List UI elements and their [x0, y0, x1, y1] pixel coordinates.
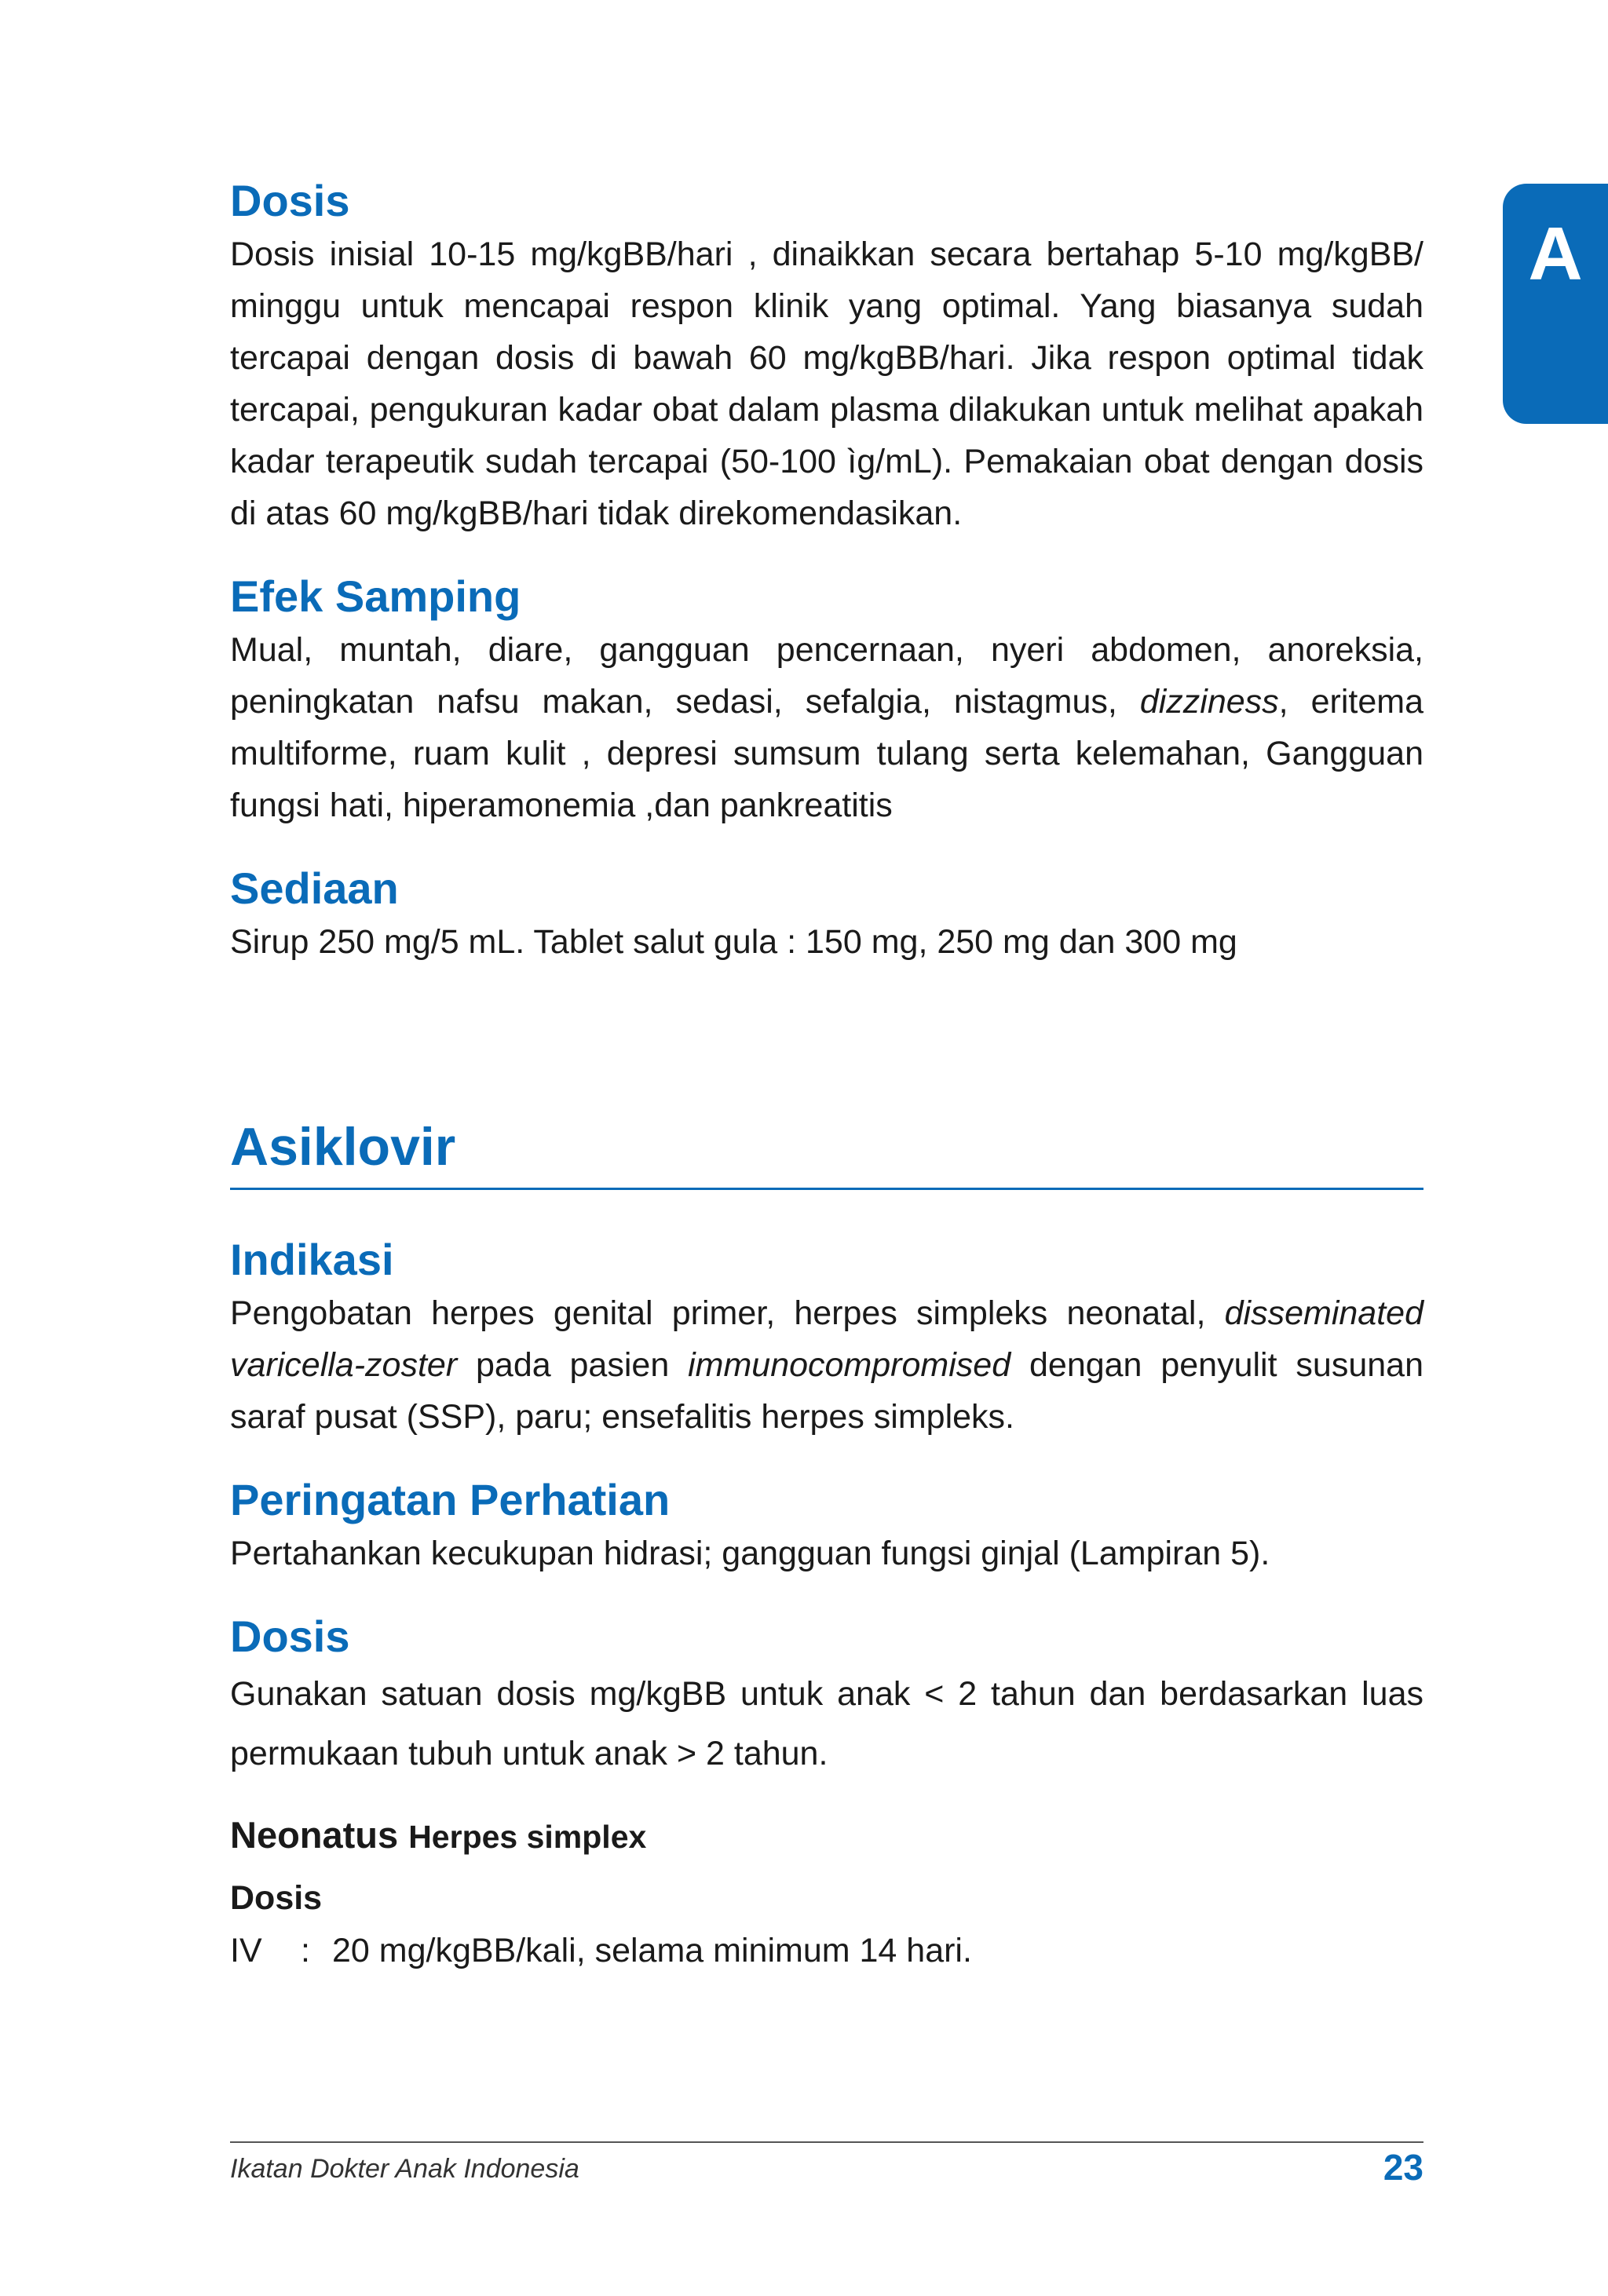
dose-colon: :: [301, 1932, 310, 1969]
indikasi-t3: dengan penyulit susunan saraf pusat (SSP), paru; ensefalitis herpes simpleks.: [230, 1346, 1423, 1436]
page-content: [230, 177, 1423, 1975]
neonatus-dose-heading: Dosis: [230, 1879, 323, 1917]
drug-title: Asiklovir: [230, 1115, 1423, 1190]
indikasi-t2: pada pasien: [457, 1346, 689, 1384]
page-footer: [230, 2141, 1423, 2190]
heading-indikasi: Indikasi: [230, 1235, 394, 1284]
section-dosis-top: [230, 177, 1423, 539]
section-peringatan: [230, 1476, 1423, 1579]
section-tab-letter: A: [1503, 184, 1608, 424]
heading-efek-samping: Efek Samping: [230, 571, 521, 621]
section-efek-samping: [230, 572, 1423, 831]
paragraph-sediaan: Sirup 250 mg/5 mL. Tablet salut gula : 150 mg, 250 mg dan 300 mg: [230, 923, 1237, 961]
paragraph-dosis-asiklovir: Gunakan satuan dosis mg/kgBB untuk anak < 2 tahun dan berdasarkan luas permukaan tubuh untuk anak > 2 tahun.: [230, 1675, 1423, 1772]
footer-organization: Ikatan Dokter Anak Indonesia: [230, 2154, 579, 2184]
paragraph-peringatan: Pertahankan kecukupan hidrasi; gangguan fungsi ginjal (Lampiran 5).: [230, 1535, 1270, 1572]
heading-sediaan: Sediaan: [230, 863, 399, 913]
dose-text: 20 mg/kgBB/kali, selama minimum 14 hari.: [332, 1932, 972, 1969]
paragraph-dosis: Dosis inisial 10-15 mg/kgBB/hari , dinaikkan secara bertahap 5-10 mg/kgBB/ minggu untuk mencapai respon klinik yang optimal. Yang biasanya sudah tercapai dengan dosis di bawah 60 mg/kgBB/hari. Jika respon optimal tidak tercapai, pengukuran kadar obat dalam plasma dilakukan untuk melihat apakah kadar terapeutik sudah tercapai (50-100 ìg/mL). Pemakaian obat dengan dosis di atas 60 mg/kgBB/hari tidak direkomendasikan.: [230, 235, 1423, 532]
neonatus-label: Neonatus: [230, 1814, 399, 1856]
neonatus-heading: [230, 1812, 1423, 1860]
neonatus-dose-row: [230, 1926, 1423, 1975]
section-indikasi: [230, 1236, 1423, 1443]
indikasi-t1: Pengobatan herpes genital primer, herpes simpleks neonatal,: [230, 1294, 1225, 1332]
page-number: 23: [1383, 2147, 1423, 2188]
heading-dosis-asiklovir: Dosis: [230, 1612, 350, 1661]
paragraph-indikasi: [230, 1287, 1423, 1443]
indikasi-i1: disseminated varicella-zoster: [230, 1294, 1423, 1384]
neonatus-condition: Herpes simplex: [408, 1819, 647, 1855]
efek-text-italic: dizziness: [1139, 683, 1279, 721]
heading-peringatan: Peringatan Perhatian: [230, 1475, 671, 1524]
indikasi-i2: immunocompromised: [688, 1346, 1011, 1384]
section-dosis-asiklovir: [230, 1612, 1423, 1783]
efek-text-b: , eritema multiforme, ruam kulit , depresi sumsum tulang serta kelemahan, Gangguan fungsi hati, hiperamonemia ,dan pankreatitis: [230, 683, 1423, 824]
dose-route: IV: [230, 1932, 262, 1969]
paragraph-efek-samping: [230, 624, 1423, 831]
section-sediaan: [230, 864, 1423, 968]
heading-dosis: Dosis: [230, 176, 350, 225]
efek-text-a: Mual, muntah, diare, gangguan pencernaan, nyeri abdomen, anoreksia, peningkatan nafsu makan, sedasi, sefalgia, nistagmus,: [230, 631, 1423, 721]
